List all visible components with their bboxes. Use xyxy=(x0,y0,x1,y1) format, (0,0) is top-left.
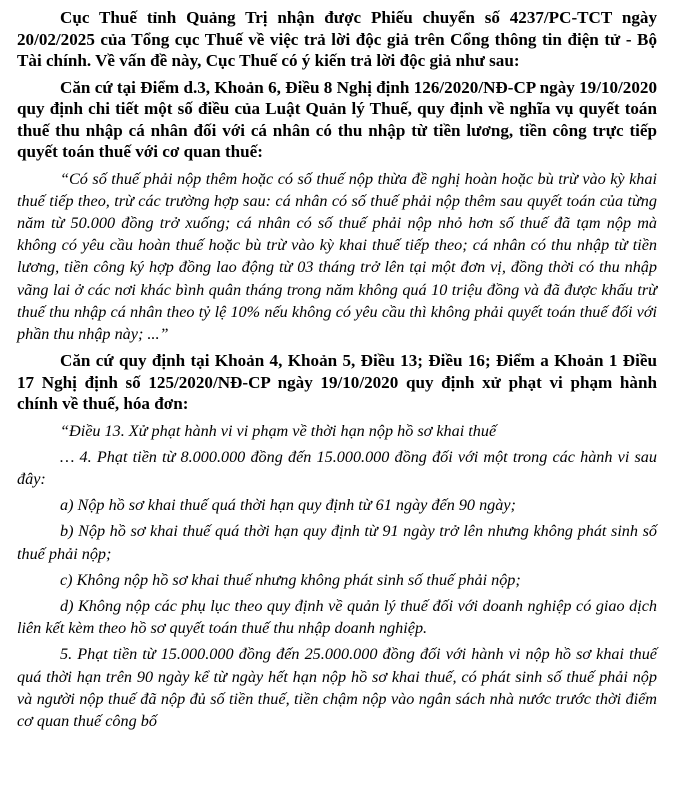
item-a-paragraph: a) Nộp hồ sơ khai thuế quá thời hạn quy định từ 61 ngày đến 90 ngày; xyxy=(60,496,516,515)
item-b-paragraph: b) Nộp hồ sơ khai thuế quá thời hạn quy định từ 91 ngày trở lên nhưng không phát sinh số thuế phải nộp; xyxy=(17,522,657,563)
decree-126-quote: “Có số thuế phải nộp thêm hoặc có số thuế nộp thừa đề nghị hoàn hoặc bù trừ vào kỳ khai thuế tiếp theo, trừ các trường hợp sau: cá nhân có số thuế phải nộp thêm sau quyết toán của từng năm từ 50.000 đồng trở xuống; cá nhân có số thuế phải nộp nhỏ hơn số thuế đã tạm nộp mà không có yêu cầu hoàn thuế hoặc bù trừ vào kỳ khai thuế tiếp theo; cá nhân có thu nhập từ tiền lương, tiền công ký hợp đồng lao động từ 03 tháng trở lên tại một đơn vị, đồng thời có thu nhập vãng lai ở các nơi khác bình quân tháng trong năm không quá 10 triệu đồng và đã được khấu trừ thuế thu nhập cá nhân theo tỷ lệ 10% nếu không có yêu cầu thì không phải quyết toán thuế đối với phần thu nhập này; ...” xyxy=(17,169,657,343)
legal-basis-paragraph-2: Căn cứ quy định tại Khoản 4, Khoản 5, Điều 13; Điều 16; Điểm a Khoản 1 Điều 17 Nghị định số 125/2020/NĐ-CP ngày 19/10/2020 quy định xử phạt vi phạm hành chính về thuế, hóa đơn: xyxy=(17,351,657,414)
intro-paragraph: Cục Thuế tỉnh Quảng Trị nhận được Phiếu chuyển số 4237/PC-TCT ngày 20/02/2025 của Tổng cục Thuế về việc trả lời độc giả trên Cổng thông tin điện tử - Bộ Tài chính. Về vấn đề này, Cục Thuế có ý kiến trả lời độc giả như sau: xyxy=(17,8,657,70)
item-d-paragraph: d) Không nộp các phụ lục theo quy định về quản lý thuế đối với doanh nghiệp có giao dịch liên kết kèm theo hồ sơ quyết toán thuế thu nhập doanh nghiệp. xyxy=(17,597,657,638)
clause-5-paragraph: 5. Phạt tiền từ 15.000.000 đồng đến 25.000.000 đồng đối với hành vi nộp hồ sơ khai thuế quá thời hạn trên 90 ngày kể từ ngày hết hạn nộp hồ sơ khai thuế, có phát sinh số thuế phải nộp và người nộp thuế đã nộp đủ số tiền thuế, tiền chậm nộp vào ngân sách nhà nước trước thời điểm cơ quan thuế công bố xyxy=(17,645,657,731)
clause-4-paragraph: … 4. Phạt tiền từ 8.000.000 đồng đến 15.000.000 đồng đối với một trong các hành vi sau đây: xyxy=(17,447,657,489)
article-13-heading: “Điều 13. Xử phạt hành vi vi phạm về thời hạn nộp hồ sơ khai thuế xyxy=(60,421,497,440)
legal-basis-paragraph: Căn cứ tại Điểm d.3, Khoản 6, Điều 8 Nghị định 126/2020/NĐ-CP ngày 19/10/2020 quy định chi tiết một số điều của Luật Quản lý Thuế, quy định về nghĩa vụ quyết toán thuế thu nhập cá nhân đối với cá nhân có thu nhập từ tiền lương, tiền công trực tiếp quyết toán thuế với cơ quan thuế: xyxy=(17,77,657,161)
item-c-paragraph: c) Không nộp hồ sơ khai thuế nhưng không phát sinh số thuế phải nộp; xyxy=(60,570,521,589)
